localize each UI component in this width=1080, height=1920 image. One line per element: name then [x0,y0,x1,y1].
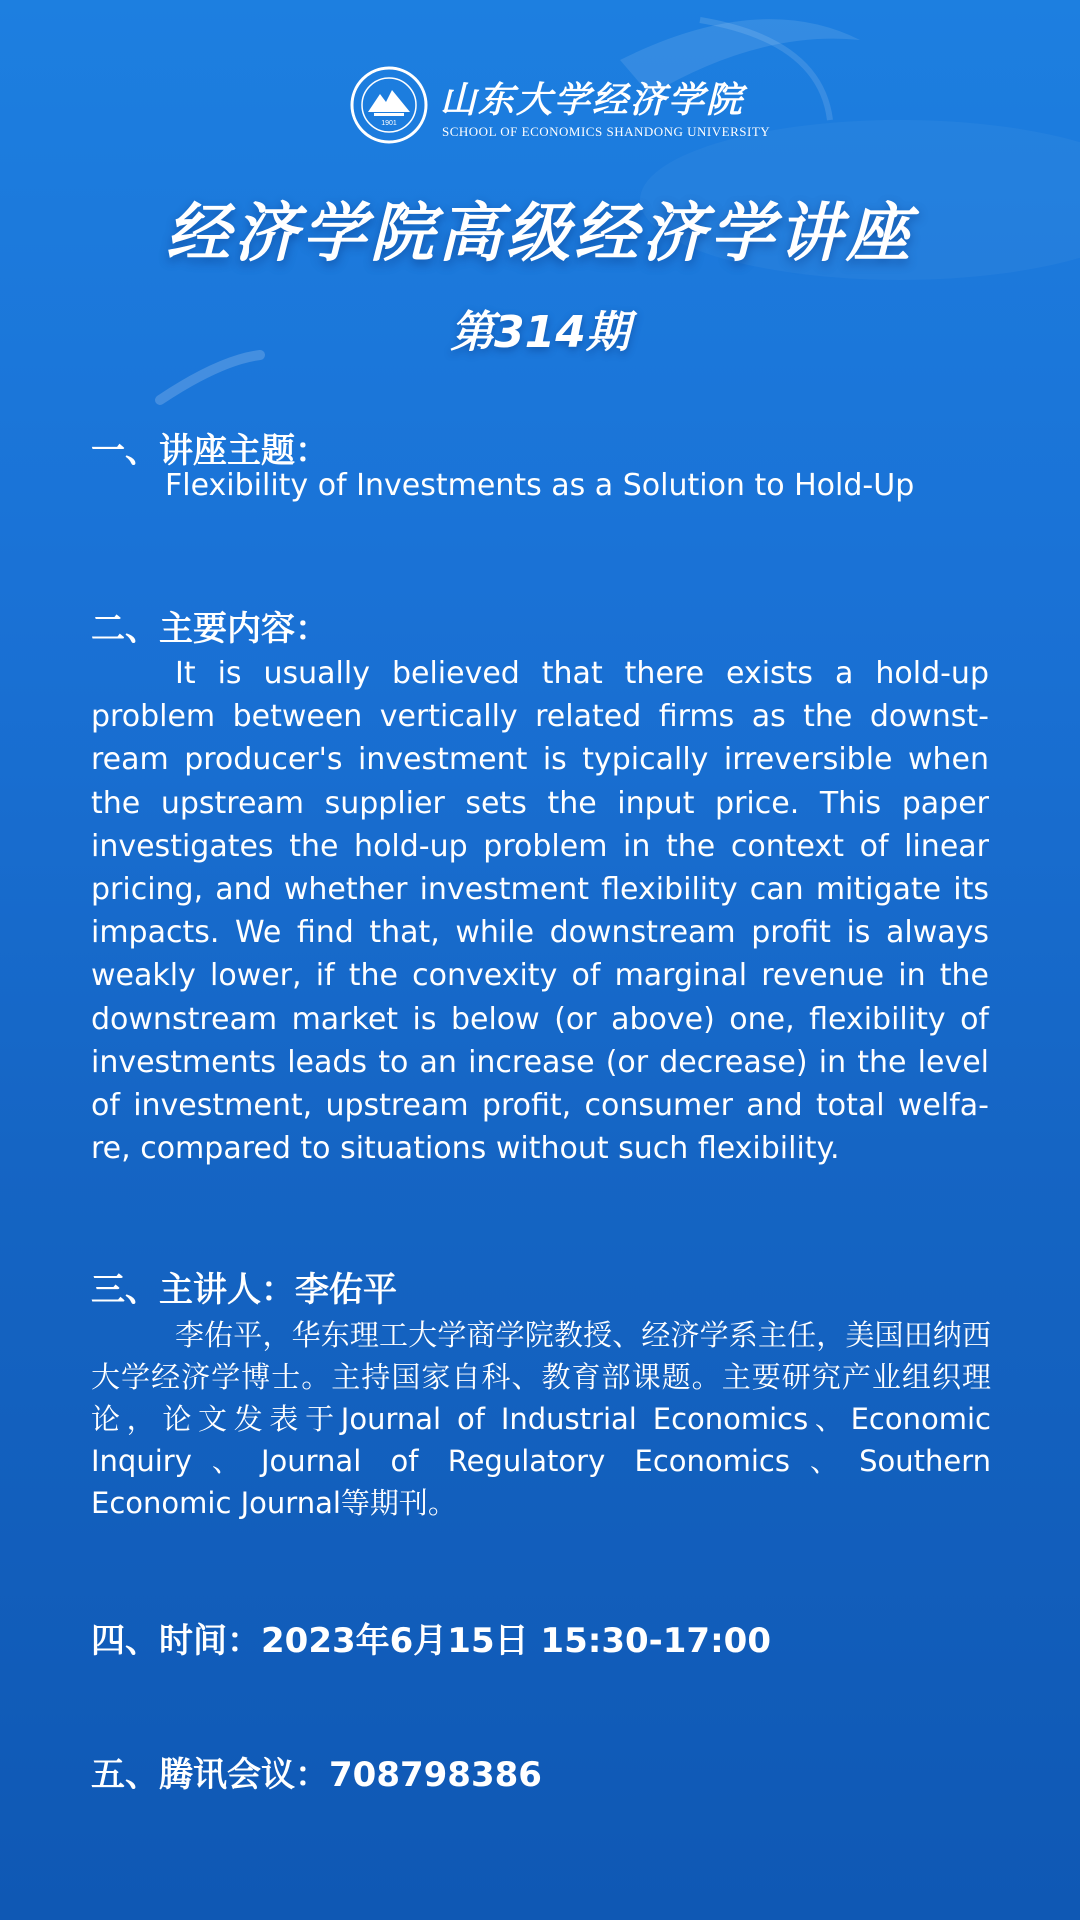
meeting-heading: 五、腾讯会议：708798386 [91,1755,542,1795]
lecture-series-title: 经济学院高级经济学讲座 [166,197,914,271]
content-heading: 二、主要内容： [91,609,329,649]
school-name-en: SCHOOL OF ECONOMICS SHANDONG UNIVERSITY [442,124,771,139]
issue-number: 第314期 [450,307,630,358]
time-heading: 四、时间：2023年6月15日 15:30-17:00 [91,1621,771,1661]
content-abstract: It is usually believed that there exists a hold-up problem between vertically related firms as the downst-ream producer's investment is typically irreversible when the upstream supplier sets the input price. This paper investigates the hold-up problem in the context of linear pricing, and whether investment flexibility can mitigate its impacts. We find that, while downstream profit is always weakly lower, if the convexity of marginal revenue in the downstream market is below (or above) one, flexibility of investments leads to an increase (or decrease) in the level of investment, upstream profit, consumer and total welfa-re, compared to situations without such flexibility. [91,656,989,1167]
school-name-cn: 山东大学经济学院 [440,79,745,121]
seal-year: 1901 [381,120,397,127]
university-seal-icon [350,66,428,144]
topic-heading: 一、讲座主题： [91,431,329,471]
topic-text: Flexibility of Investments as a Solution to Hold-Up [165,468,915,503]
school-header [0,66,1080,146]
speaker-heading: 三、主讲人：李佑平 [91,1270,397,1310]
speaker-bio: 李佑平，华东理工大学商学院教授、经济学系主任，美国田纳西大学经济学博士。主持国家自科、教育部课题。主要研究产业组织理论，论文发表于Journal of Industrial Economics、Economic Inquiry、Journal of Regulatory Economics、Southern Economic Journal等期刊。 [91,1318,991,1520]
